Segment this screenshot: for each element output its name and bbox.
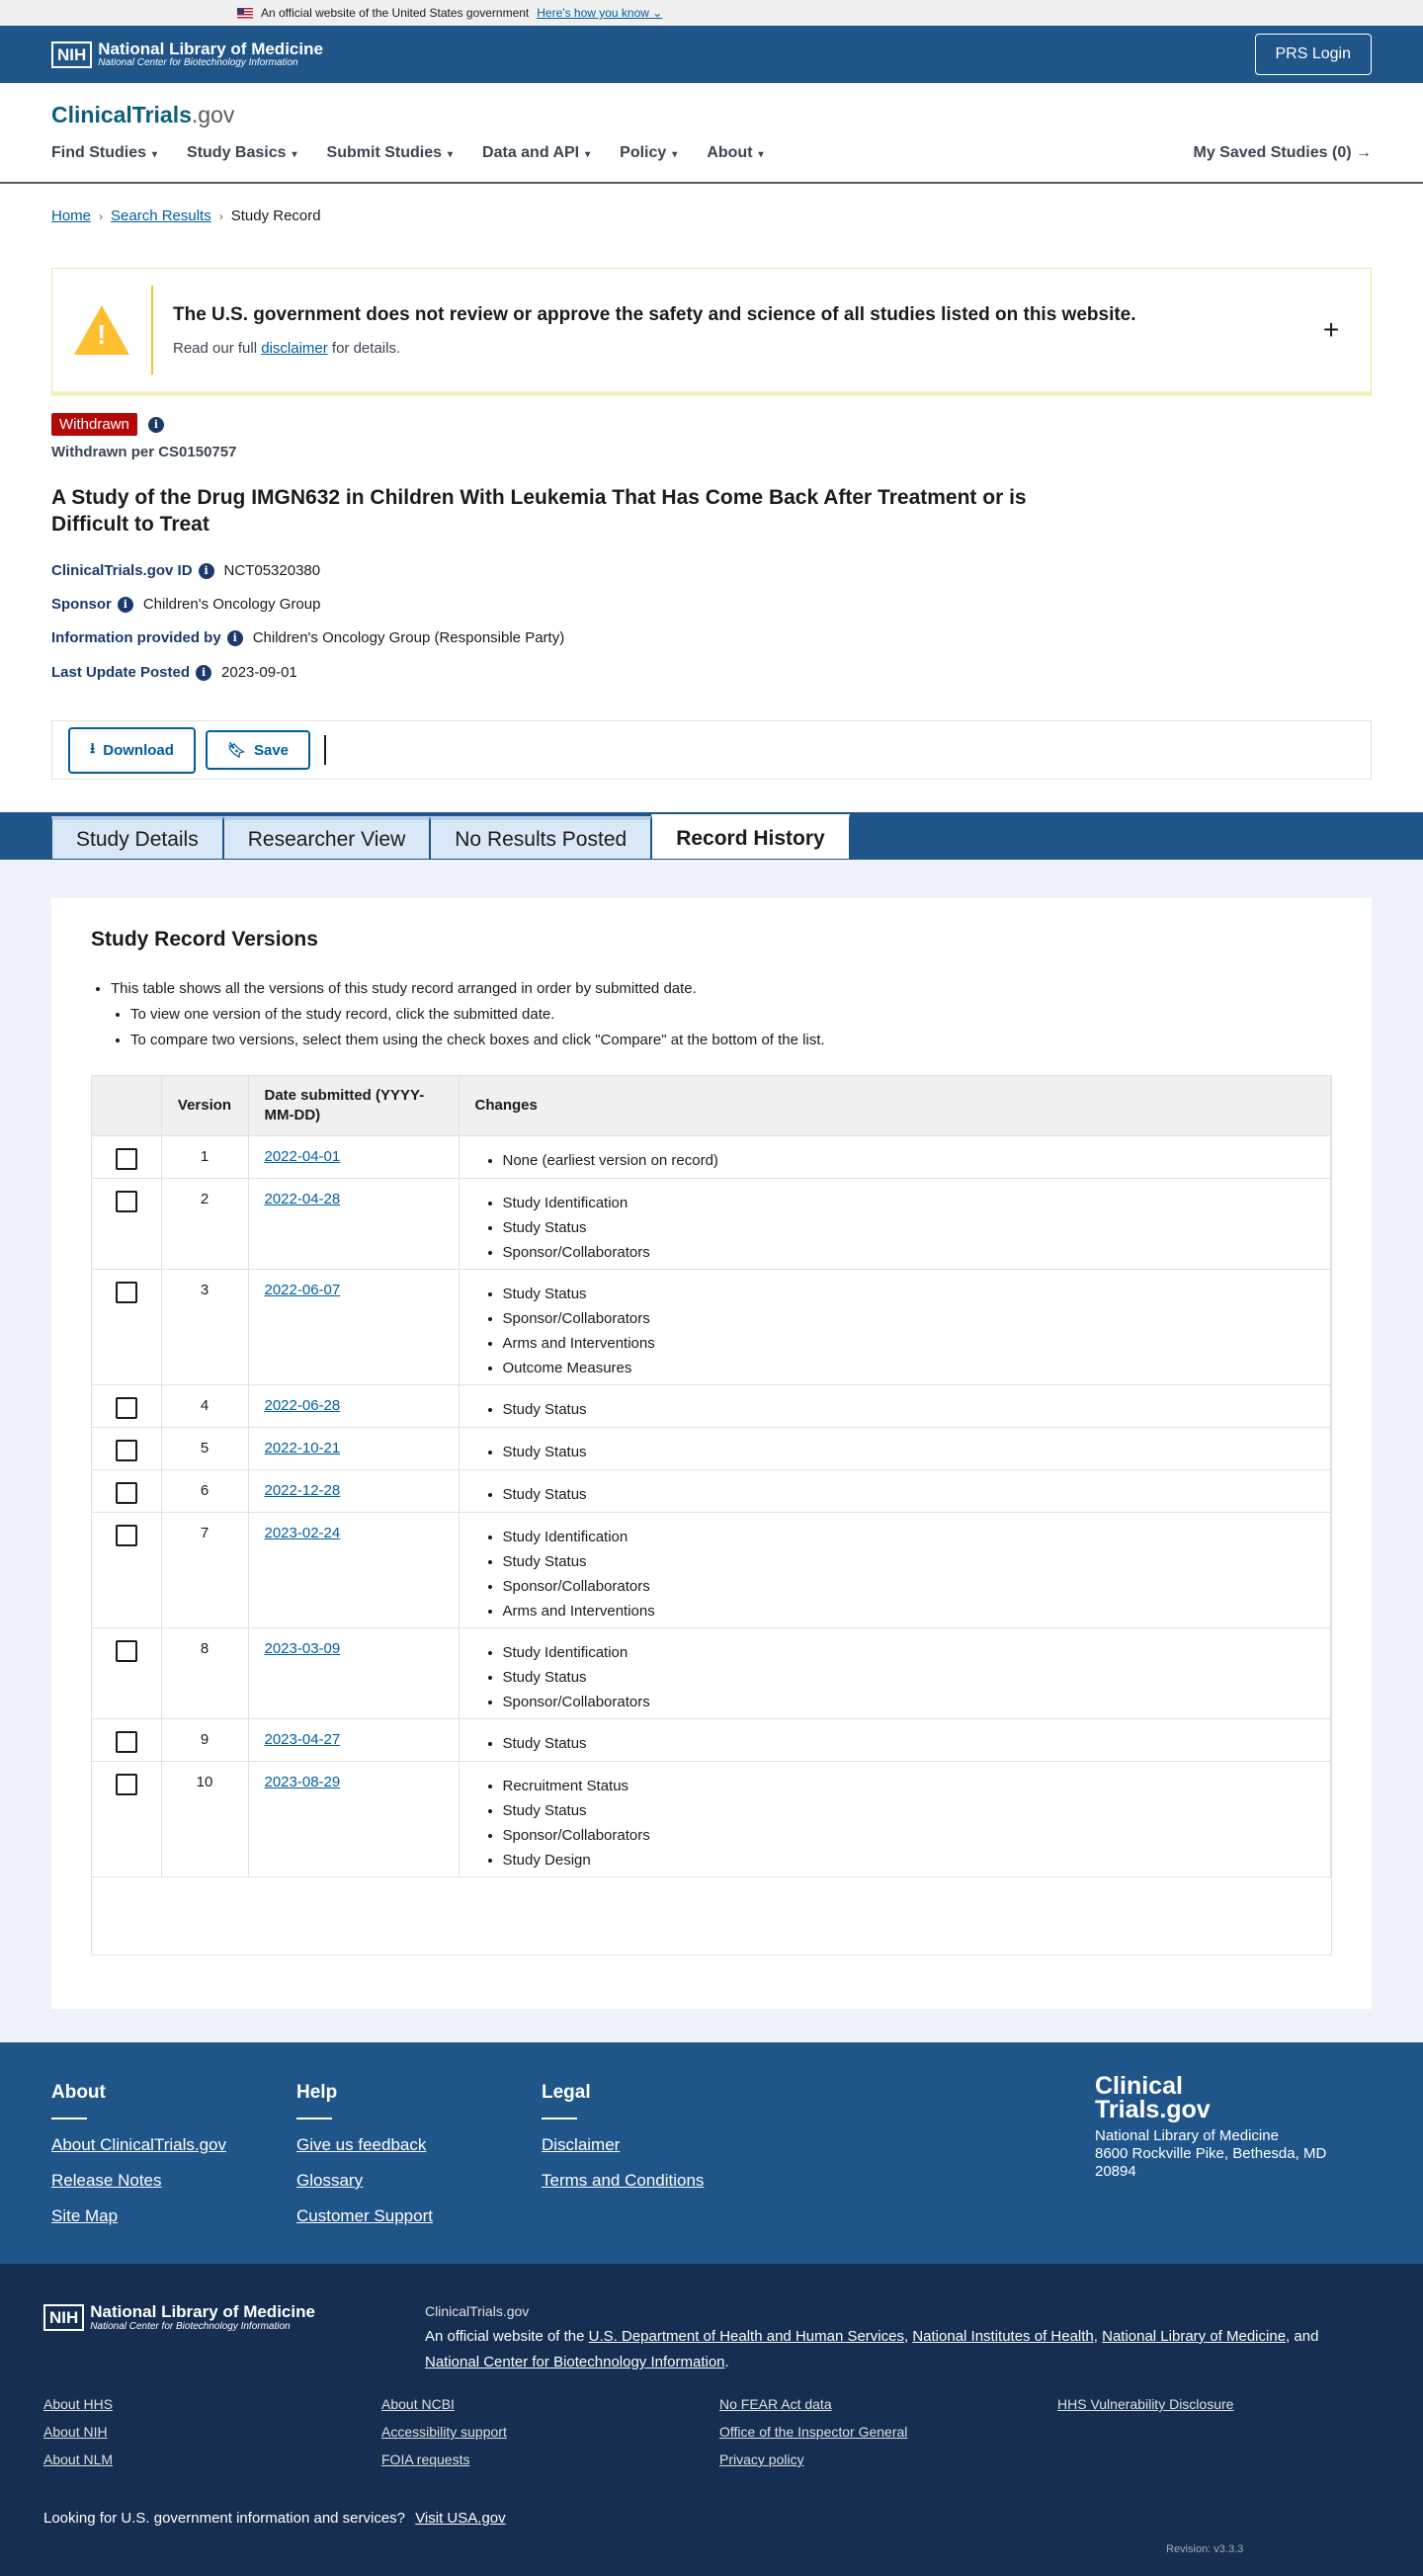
table-row [92, 1627, 1331, 1718]
version-date-link[interactable]: 2022-06-28 [264, 1396, 341, 1414]
tab-study-details[interactable]: Study Details [51, 816, 223, 860]
version-checkbox[interactable] [116, 1191, 137, 1212]
chevron-right-icon: › [99, 208, 104, 223]
col-checkbox [92, 1076, 161, 1135]
nav-data-api[interactable]: Data and API ▾ [482, 144, 591, 161]
prs-login-button[interactable]: PRS Login [1255, 34, 1373, 75]
version-number: 6 [161, 1469, 248, 1512]
expand-plus-icon[interactable]: + [1322, 314, 1340, 345]
version-number: 2 [161, 1178, 248, 1269]
meta-last-update: Last Update Posted i 2023-09-01 [51, 664, 297, 681]
change-item: • Recruitment Status [503, 1774, 1315, 1798]
table-filler-row [92, 1876, 1331, 1955]
footer-link[interactable]: HHS Vulnerability Disclosure [1057, 2396, 1234, 2412]
revision: Revision: v3.3.3 [1166, 2543, 1244, 2555]
footer-link[interactable]: Accessibility support [381, 2424, 507, 2440]
versions-heading: Study Record Versions [91, 928, 318, 951]
withdrawn-reason: Withdrawn per CS0150757 [51, 444, 237, 460]
table-row [92, 1269, 1331, 1384]
versions-intro: • This table shows all the versions of this study record arranged in order by submitted date. • To view one version of the study record, click the submitted date. • To compare two versions, select them using the check boxes and click "Compare" at the bottom of the list. [91, 976, 825, 1053]
version-checkbox[interactable] [116, 1397, 137, 1419]
nlm-link[interactable]: National Library of Medicine [1102, 2328, 1287, 2345]
version-checkbox[interactable] [116, 1282, 137, 1303]
versions-table [91, 1075, 1332, 1955]
footer-link[interactable]: No FEAR Act data [719, 2396, 832, 2412]
download-icon: ⭳ [90, 739, 96, 757]
info-icon[interactable]: i [199, 563, 214, 579]
nav-policy[interactable]: Policy ▾ [620, 144, 678, 161]
version-number: 5 [161, 1427, 248, 1469]
status-badge: Withdrawn [51, 413, 137, 436]
change-item: • Sponsor/Collaborators [503, 1690, 1315, 1714]
nav-study-basics[interactable]: Study Basics ▾ [187, 144, 297, 161]
chevron-down-icon: ▾ [152, 149, 158, 160]
how-you-know-link[interactable]: Here's how you know ⌄ [537, 6, 663, 20]
nav-submit-studies[interactable]: Submit Studies ▾ [326, 144, 454, 161]
change-item: • Study Status [503, 1215, 1315, 1240]
change-item: • Sponsor/Collaborators [503, 1574, 1315, 1599]
footer-link[interactable]: About HHS [43, 2396, 114, 2412]
version-date-link[interactable]: 2022-06-07 [264, 1281, 341, 1298]
version-number: 7 [161, 1512, 248, 1627]
disclaimer-link[interactable]: disclaimer [261, 339, 328, 357]
version-checkbox[interactable] [116, 1774, 137, 1795]
version-checkbox[interactable] [116, 1525, 137, 1546]
change-item: • Study Identification [503, 1525, 1315, 1549]
chevron-down-icon: ▾ [292, 149, 297, 160]
study-title: A Study of the Drug IMGN632 in Children With Leukemia That Has Come Back After Treatment or is Difficult to Treat [51, 486, 1027, 537]
disclaimer-alert [51, 268, 1372, 396]
version-date-link[interactable]: 2022-10-21 [264, 1439, 341, 1456]
change-item: • None (earliest version on record) [503, 1148, 1315, 1173]
footer-top [0, 2042, 1423, 2264]
table-row [92, 1384, 1331, 1427]
version-date-link[interactable]: 2023-04-27 [264, 1730, 341, 1748]
nih-logo[interactable] [51, 41, 323, 69]
footer-help: Help Give us feedback Glossary Customer Support [296, 2082, 433, 2225]
info-icon[interactable]: i [148, 417, 164, 433]
ncbi-link[interactable]: National Center for Biotechnology Information [425, 2354, 725, 2370]
version-date-link[interactable]: 2022-04-28 [264, 1190, 341, 1207]
table-row [92, 1469, 1331, 1512]
version-checkbox[interactable] [116, 1148, 137, 1170]
disclaimer-heading: The U.S. government does not review or approve the safety and science of all studies listed on this website. [173, 303, 1136, 325]
table-row [92, 1135, 1331, 1178]
chevron-down-icon: ▾ [758, 149, 764, 160]
footer-links-col1 [43, 2396, 113, 2479]
version-date-link[interactable]: 2023-02-24 [264, 1524, 341, 1541]
chevron-down-icon: ▾ [585, 149, 591, 160]
tab-bar [0, 812, 1423, 860]
usa-gov-line: Looking for U.S. government information and services? Visit USA.gov [43, 2510, 506, 2527]
change-item: • Study Status [503, 1731, 1315, 1756]
version-number: 9 [161, 1718, 248, 1761]
nih-logo-subtitle: National Center for Biotechnology Information [98, 57, 298, 69]
version-number: 10 [161, 1761, 248, 1876]
version-date-link[interactable]: 2022-04-01 [264, 1147, 341, 1165]
footer-links-col4 [1057, 2396, 1233, 2424]
warning-icon: ! [74, 305, 129, 355]
footer-link[interactable]: About ClinicalTrials.gov [51, 2135, 226, 2154]
footer-link[interactable]: Glossary [296, 2171, 364, 2190]
nav-find-studies[interactable]: Find Studies ▾ [51, 144, 158, 161]
chevron-down-icon: ▾ [448, 149, 454, 160]
footer-link[interactable]: Site Map [51, 2206, 119, 2225]
bookmark-icon: 🔖︎ [226, 742, 246, 759]
gov-banner [0, 0, 1423, 26]
footer-link[interactable]: Release Notes [51, 2171, 162, 2190]
version-date-link[interactable]: 2023-03-09 [264, 1639, 341, 1657]
col-changes: Changes [459, 1076, 1331, 1135]
change-item: • Arms and Interventions [503, 1599, 1315, 1623]
nih-link[interactable]: National Institutes of Health [912, 2328, 1094, 2345]
change-item: • Study Identification [503, 1191, 1315, 1215]
tab-researcher-view[interactable]: Researcher View [223, 816, 431, 860]
change-item: • Sponsor/Collaborators [503, 1306, 1315, 1331]
nih-header [0, 26, 1423, 83]
saved-studies-link[interactable]: My Saved Studies (0) → [1193, 144, 1372, 161]
footer-about: About About ClinicalTrials.gov Release Notes Site Map [51, 2082, 226, 2225]
footer-link[interactable]: About NLM [43, 2451, 114, 2467]
version-checkbox[interactable] [116, 1440, 137, 1461]
version-number: 3 [161, 1269, 248, 1384]
table-row [92, 1178, 1331, 1269]
change-item: • Study Status [503, 1397, 1315, 1422]
breadcrumb-search-results[interactable]: Search Results [111, 208, 211, 224]
nih-logo-box: NIH [51, 42, 92, 68]
change-item: • Sponsor/Collaborators [503, 1240, 1315, 1265]
footer-link[interactable]: FOIA requests [381, 2451, 470, 2467]
version-checkbox[interactable] [116, 1640, 137, 1662]
version-checkbox[interactable] [116, 1731, 137, 1753]
breadcrumb-home[interactable]: Home [51, 208, 92, 224]
clinicaltrials-logo[interactable]: ClinicalTrials.gov [51, 102, 235, 127]
hhs-link[interactable]: U.S. Department of Health and Human Services [588, 2328, 904, 2345]
arrow-right-icon: → [1356, 144, 1372, 161]
table-row [92, 1718, 1331, 1761]
footer-nih-logo[interactable]: NIH National Library of Medicine National Center for Biotechnology Information [43, 2303, 315, 2332]
nav-divider [0, 182, 1423, 184]
change-item: • Sponsor/Collaborators [503, 1823, 1315, 1848]
disclaimer-text: Read our full disclaimer for details. [173, 339, 401, 357]
footer-link[interactable]: Give us feedback [296, 2135, 427, 2154]
action-bar [51, 720, 1372, 780]
footer-link[interactable]: Disclaimer [542, 2135, 621, 2154]
nih-logo-title: National Library of Medicine [98, 39, 323, 58]
breadcrumb [51, 208, 321, 224]
table-row [92, 1761, 1331, 1876]
main-nav [51, 144, 764, 162]
gov-banner-text: An official website of the United States government [261, 6, 530, 20]
action-divider [324, 735, 326, 765]
change-item: • Study Status [503, 1549, 1315, 1574]
change-item: • Study Design [503, 1848, 1315, 1872]
chevron-down-icon: ▾ [672, 149, 678, 160]
footer-bottom [0, 2264, 1423, 2576]
info-icon[interactable]: i [118, 597, 133, 613]
meta-provided-by: Information provided by i Children's Oncology Group (Responsible Party) [51, 629, 565, 646]
footer-official: ClinicalTrials.gov An official website of the U.S. Department of Health and Human Services, National Institutes of Health, National Library of Medicine, and National Center for Biotechnology Information. [425, 2303, 1319, 2370]
footer-link[interactable]: About NCBI [381, 2396, 455, 2412]
breadcrumb-current: Study Record [230, 208, 321, 224]
col-version: Version [161, 1076, 248, 1135]
version-date-link[interactable]: 2023-08-29 [264, 1773, 341, 1790]
nav-about[interactable]: About ▾ [707, 144, 764, 161]
footer-brand: Clinical Trials.gov National Library of Medicine 8600 Rockville Pike, Bethesda, MD 20894 [1095, 2072, 1327, 2180]
info-icon[interactable]: i [196, 665, 211, 681]
version-number: 1 [161, 1135, 248, 1178]
record-versions-card [51, 898, 1372, 2009]
us-flag-icon [237, 8, 253, 19]
meta-id: ClinicalTrials.gov ID i NCT05320380 [51, 562, 321, 579]
change-item: • Arms and Interventions [503, 1331, 1315, 1356]
save-button[interactable]: 🔖︎ Save [206, 730, 310, 770]
footer-link[interactable]: Customer Support [296, 2206, 433, 2225]
tab-record-history[interactable]: Record History [651, 814, 850, 860]
footer-links-col3 [719, 2396, 907, 2479]
table-row [92, 1427, 1331, 1469]
version-number: 4 [161, 1384, 248, 1427]
version-checkbox[interactable] [116, 1482, 137, 1504]
footer-link[interactable]: Privacy policy [719, 2451, 804, 2467]
table-row [92, 1512, 1331, 1627]
change-item: • Study Status [503, 1482, 1315, 1507]
change-item: • Study Status [503, 1282, 1315, 1306]
footer-link[interactable]: Terms and Conditions [542, 2171, 705, 2190]
change-item: • Outcome Measures [503, 1356, 1315, 1380]
download-button[interactable]: ⭳ Download [68, 727, 196, 774]
info-icon[interactable]: i [227, 630, 243, 646]
tab-no-results-posted[interactable]: No Results Posted [430, 816, 651, 860]
change-item: • Study Status [503, 1665, 1315, 1690]
change-item: • Study Status [503, 1798, 1315, 1823]
footer-legal: Legal Disclaimer Terms and Conditions [542, 2082, 705, 2190]
usa-gov-link[interactable]: Visit USA.gov [415, 2510, 506, 2527]
footer-links-col2 [381, 2396, 507, 2479]
version-date-link[interactable]: 2022-12-28 [264, 1481, 341, 1499]
footer-link[interactable]: About NIH [43, 2424, 108, 2440]
chevron-right-icon: › [218, 208, 223, 223]
version-number: 8 [161, 1627, 248, 1718]
meta-sponsor: Sponsor i Children's Oncology Group [51, 596, 321, 613]
change-item: • Study Identification [503, 1640, 1315, 1665]
change-item: • Study Status [503, 1440, 1315, 1464]
footer-link[interactable]: Office of the Inspector General [719, 2424, 908, 2440]
col-date: Date submitted (YYYY-MM-DD) [248, 1076, 459, 1135]
